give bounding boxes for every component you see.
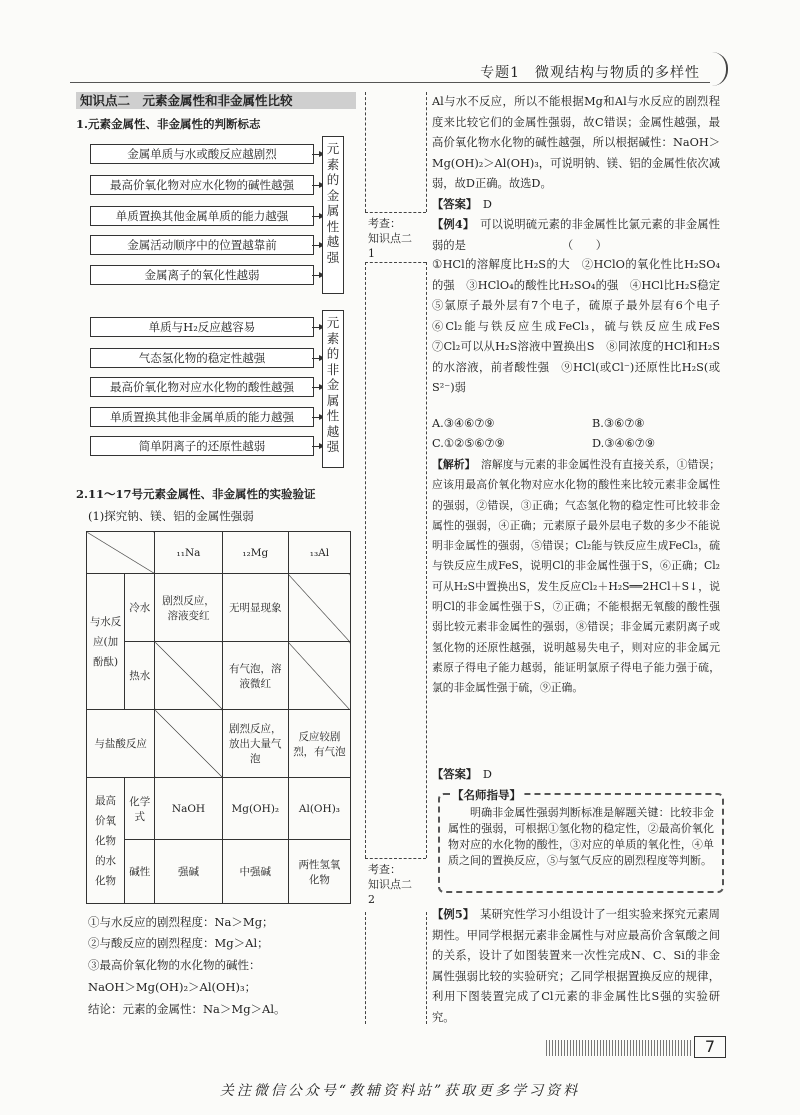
example-4: 【例4】 可以说明硫元素的非金属性比氯元素的非金属性弱的是 （ ） bbox=[432, 217, 720, 252]
row-water: 与水反应(加酚酞) bbox=[87, 574, 125, 710]
margin-dashline bbox=[426, 262, 427, 858]
table-corner bbox=[87, 532, 155, 574]
row-oxide: 最高价氧化物的水化物 bbox=[87, 778, 125, 904]
basic-label: 碱性 bbox=[125, 840, 155, 904]
footer-text: 关注微信公众号“教辅资料站”获取更多学习资料 bbox=[219, 1083, 581, 1099]
prev-solution: Al与水不反应，所以不能根据Mg和Al与水反应的剧烈程度来比较它们的金属性强弱，故C错误；金属性越强，最高价氧化物水化物的碱性越强，所以根据碱性：NaOH＞Mg(OH)₂＞Al(OH)₃，可说明钠、镁、铝的金属性依次减弱，故D正确。故选D。 bbox=[432, 95, 720, 190]
margin-dashline bbox=[365, 912, 366, 1024]
example-4-options: ①HCl的溶解度比H₂S的大 ②HClO的氧化性比H₂SO₄的强 ③HClO₄的酸性比H₂SO₄的强 ④HCl比H₂S稳定 ⑤氯原子最外层有7个电子，硫原子最外层有6个电子 ⑥Cl₂能与铁反应生成FeCl₃，硫与铁反应生成FeS ⑦Cl₂可以从H₂S溶液中置换出S ⑧同浓度的HCl和H₂S的水溶液，前者酸性强 ⑨HCl(或Cl⁻)还原性比H₂S(或S²⁻)弱 bbox=[432, 258, 732, 394]
header-brace bbox=[712, 52, 728, 86]
margin-rule bbox=[365, 212, 426, 213]
nonmetal-item: 气态氢化物的稳定性越强 bbox=[90, 348, 314, 368]
hint-text: 明确非金属性强弱判断标准是解题关键：比较非金属性的强弱，可根据①氢化物的稳定性，②最高价氧化物对应的水化物的酸性，③对应的单质的氧化性，④单质之间的置换反应，⑤与氢气反应的剧烈程度等判断。 bbox=[448, 806, 714, 867]
margin-dashline bbox=[426, 912, 427, 1024]
conclusion: ①与水反应的剧烈程度：Na＞Mg； bbox=[88, 915, 274, 929]
page-number: 7 bbox=[694, 1036, 726, 1058]
na-basic: 强碱 bbox=[155, 840, 222, 904]
nonmetal-item: 单质置换其他非金属单质的能力越强 bbox=[90, 407, 314, 427]
section-title: 知识点二 元素金属性和非金属性比较 bbox=[76, 92, 356, 109]
na-hot bbox=[155, 642, 222, 710]
arrow bbox=[312, 245, 322, 246]
na-acid bbox=[155, 710, 222, 778]
analysis: 【解析】 溶解度与元素的非金属性没有直接关系，①错误；应该用最高价氧化物对应水化物的酸性来比较元素非金属性的强弱，②错误，③正确；气态氢化物的稳定性可比较非金属性的强弱，④正确；元素原子最外层电子数的多少不能说明非金属性的强弱，⑤错误；Cl₂能与铁反应生成FeCl₃，硫与铁反应生成FeS，说明Cl的非金属性强于S，⑥正确；Cl₂可从H₂S中置换出S，发生反应Cl₂＋H₂S══2HCl＋S↓，说明Cl的非金属性强于S，⑦正确；不能根据无氧酸的酸性强弱比较元素非金属性的强弱，⑧错误；非金属元素阴离子或氢化物的还原性越强，说明越易失电子，则对应的非金属元素原子得电子能力越弱，能证明氯原子得电子能力强于硫，氯的非金属性强于硫，⑨正确。 bbox=[432, 458, 720, 695]
metal-item: 最高价氧化物对应水化物的碱性越强 bbox=[90, 175, 314, 195]
arrow bbox=[312, 387, 322, 388]
formula-label: 化学式 bbox=[125, 778, 155, 840]
choices-ab: A.③④⑥⑦⑨ B.③⑥⑦⑧ bbox=[432, 417, 645, 430]
arrow bbox=[312, 358, 322, 359]
nonmetal-item: 最高价氧化物对应水化物的酸性越强 bbox=[90, 377, 314, 397]
mg-basic: 中强碱 bbox=[222, 840, 288, 904]
header-title: 专题1 微观结构与物质的多样性 bbox=[480, 65, 700, 81]
arrow bbox=[312, 417, 322, 418]
mg-acid: 剧烈反应，放出大量气泡 bbox=[222, 710, 288, 778]
header-rule bbox=[70, 82, 710, 83]
answer-2: 【答案】 D bbox=[432, 767, 492, 781]
na-formula: NaOH bbox=[155, 778, 222, 840]
al-cold bbox=[288, 574, 350, 642]
margin-dashline bbox=[365, 92, 366, 212]
example-5: 【例5】 某研究性学习小组设计了一组实验来探究元素周期性。甲同学根据元素非金属性与对应最高价含氧酸之间的关系，设计了如图装置来一次性完成N、C、Si的非金属性强弱比较的实验研究；乙同学根据置换反应的规律，利用下图装置完成了Cl元素的非金属性比S强的实验研究。 bbox=[432, 907, 720, 1024]
metal-label: 元素的金属性越强 bbox=[322, 136, 344, 294]
metal-item: 金属单质与水或酸反应越剧烈 bbox=[90, 144, 314, 164]
subtitle-1: 1.元素金属性、非金属性的判断标志 bbox=[76, 117, 261, 131]
teacher-hint-box bbox=[438, 793, 724, 893]
metal-item: 金属活动顺序中的位置越靠前 bbox=[90, 235, 314, 255]
conclusion: 结论：元素的金属性：Na＞Mg＞Al。 bbox=[88, 1002, 286, 1016]
margin-rule bbox=[365, 262, 426, 263]
experiment-table bbox=[86, 531, 351, 904]
row-acid: 与盐酸反应 bbox=[87, 710, 155, 778]
mg-formula: Mg(OH)₂ bbox=[222, 778, 288, 840]
metal-item: 金属离子的氧化性越弱 bbox=[90, 265, 314, 285]
al-hot bbox=[288, 642, 350, 710]
hint-title: 【名师指导】 bbox=[452, 788, 521, 802]
answer-1: 【答案】 D bbox=[432, 197, 492, 211]
page-number-bar bbox=[546, 1040, 692, 1056]
col-mg: ₁₂Mg bbox=[222, 532, 288, 574]
conclusion: ③最高价氧化物的水化物的碱性： bbox=[88, 958, 261, 972]
col-na: ₁₁Na bbox=[155, 532, 222, 574]
mg-hot: 有气泡，溶液微红 bbox=[222, 642, 288, 710]
arrow bbox=[312, 185, 322, 186]
col-al: ₁₃Al bbox=[288, 532, 350, 574]
al-formula: Al(OH)₃ bbox=[288, 778, 350, 840]
margin-dashline bbox=[426, 92, 427, 212]
metal-item: 单质置换其他金属单质的能力越强 bbox=[90, 206, 314, 226]
hot-water: 热水 bbox=[125, 642, 155, 710]
margin-note-1: 考查： 知识点二 1 bbox=[368, 217, 412, 260]
arrow bbox=[312, 216, 322, 217]
choices-cd: C.①②⑤⑥⑦⑨ D.③④⑥⑦⑨ bbox=[432, 437, 655, 450]
arrow bbox=[312, 154, 322, 155]
nonmetal-item: 简单阴离子的还原性越弱 bbox=[90, 436, 314, 456]
na-cold: 剧烈反应，溶液变红 bbox=[155, 574, 222, 642]
arrow bbox=[312, 275, 322, 276]
margin-dashline bbox=[365, 262, 366, 858]
al-basic: 两性氢氧化物 bbox=[288, 840, 350, 904]
mg-cold: 无明显现象 bbox=[222, 574, 288, 642]
conclusion: NaOH＞Mg(OH)₂＞Al(OH)₃； bbox=[88, 980, 257, 994]
arrow bbox=[312, 446, 322, 447]
margin-rule bbox=[365, 858, 426, 859]
margin-note-2: 考查： 知识点二 2 bbox=[368, 863, 412, 906]
al-acid: 反应较剧烈，有气泡 bbox=[288, 710, 350, 778]
subtitle-2: 2.11～17号元素金属性、非金属性的实验验证 bbox=[76, 487, 316, 501]
nonmetal-label: 元素的非金属性越强 bbox=[322, 310, 344, 468]
cold-water: 冷水 bbox=[125, 574, 155, 642]
arrow bbox=[312, 327, 322, 328]
conclusion: ②与酸反应的剧烈程度：Mg＞Al； bbox=[88, 936, 269, 950]
subtitle-2a: (1)探究钠、镁、铝的金属性强弱 bbox=[88, 509, 254, 523]
nonmetal-item: 单质与H₂反应越容易 bbox=[90, 317, 314, 337]
